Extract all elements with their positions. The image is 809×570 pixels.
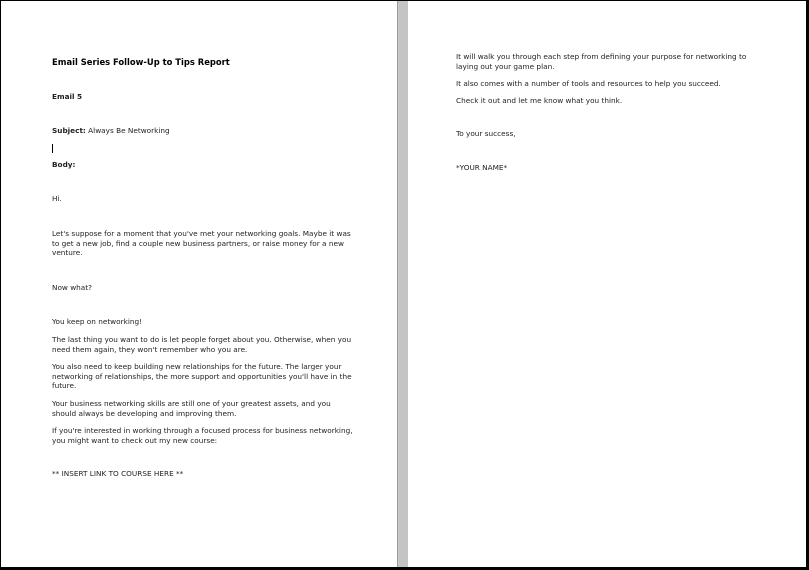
greeting: Hi. <box>52 194 62 203</box>
paragraph-3: You keep on networking! <box>52 317 143 326</box>
signature-placeholder: *YOUR NAME* <box>456 163 508 172</box>
paragraph-7: If you're interested in working through a focused process for business networking, you might want to check out my new course: <box>52 426 353 445</box>
email-number: Email 5 <box>52 92 83 101</box>
subject-value: Always Be Networking <box>85 126 170 135</box>
document-viewer[interactable] <box>1 1 806 567</box>
document-title: Email Series Follow-Up to Tips Report <box>52 57 230 67</box>
paragraph-5: You also need to keep building new relationships for the future. The larger your networking of relationships, the more support and opportunities you'll have in the future. <box>52 362 352 391</box>
link-placeholder: ** INSERT LINK TO COURSE HERE ** <box>52 469 184 478</box>
paragraph-4: The last thing you want to do is let people forget about you. Otherwise, when you need them again, they won't remember who you are. <box>52 335 352 354</box>
right-paragraph-3: Check it out and let me know what you think. <box>456 96 623 105</box>
right-paragraph-2: It also comes with a number of tools and resources to help you succeed. <box>456 79 721 88</box>
page-gap <box>399 1 408 567</box>
page-2 <box>408 1 806 567</box>
paragraph-6: Your business networking skills are still one of your greatest assets, and you should always be developing and improving them. <box>52 399 331 418</box>
paragraph-2: Now what? <box>52 283 93 292</box>
paragraph-1: Let's suppose for a moment that you've met your networking goals. Maybe it was to get a new job, find a couple new business partners, or raise money for a new venture. <box>52 229 351 258</box>
closing-line: To your success, <box>456 129 516 138</box>
right-paragraph-1: It will walk you through each step from defining your purpose for networking to laying out your game plan. <box>456 52 747 71</box>
text-cursor <box>52 144 53 153</box>
body-label: Body: <box>52 160 76 169</box>
subject-line <box>52 126 170 136</box>
subject-label: Subject: <box>52 126 86 135</box>
page-1 <box>1 1 398 567</box>
